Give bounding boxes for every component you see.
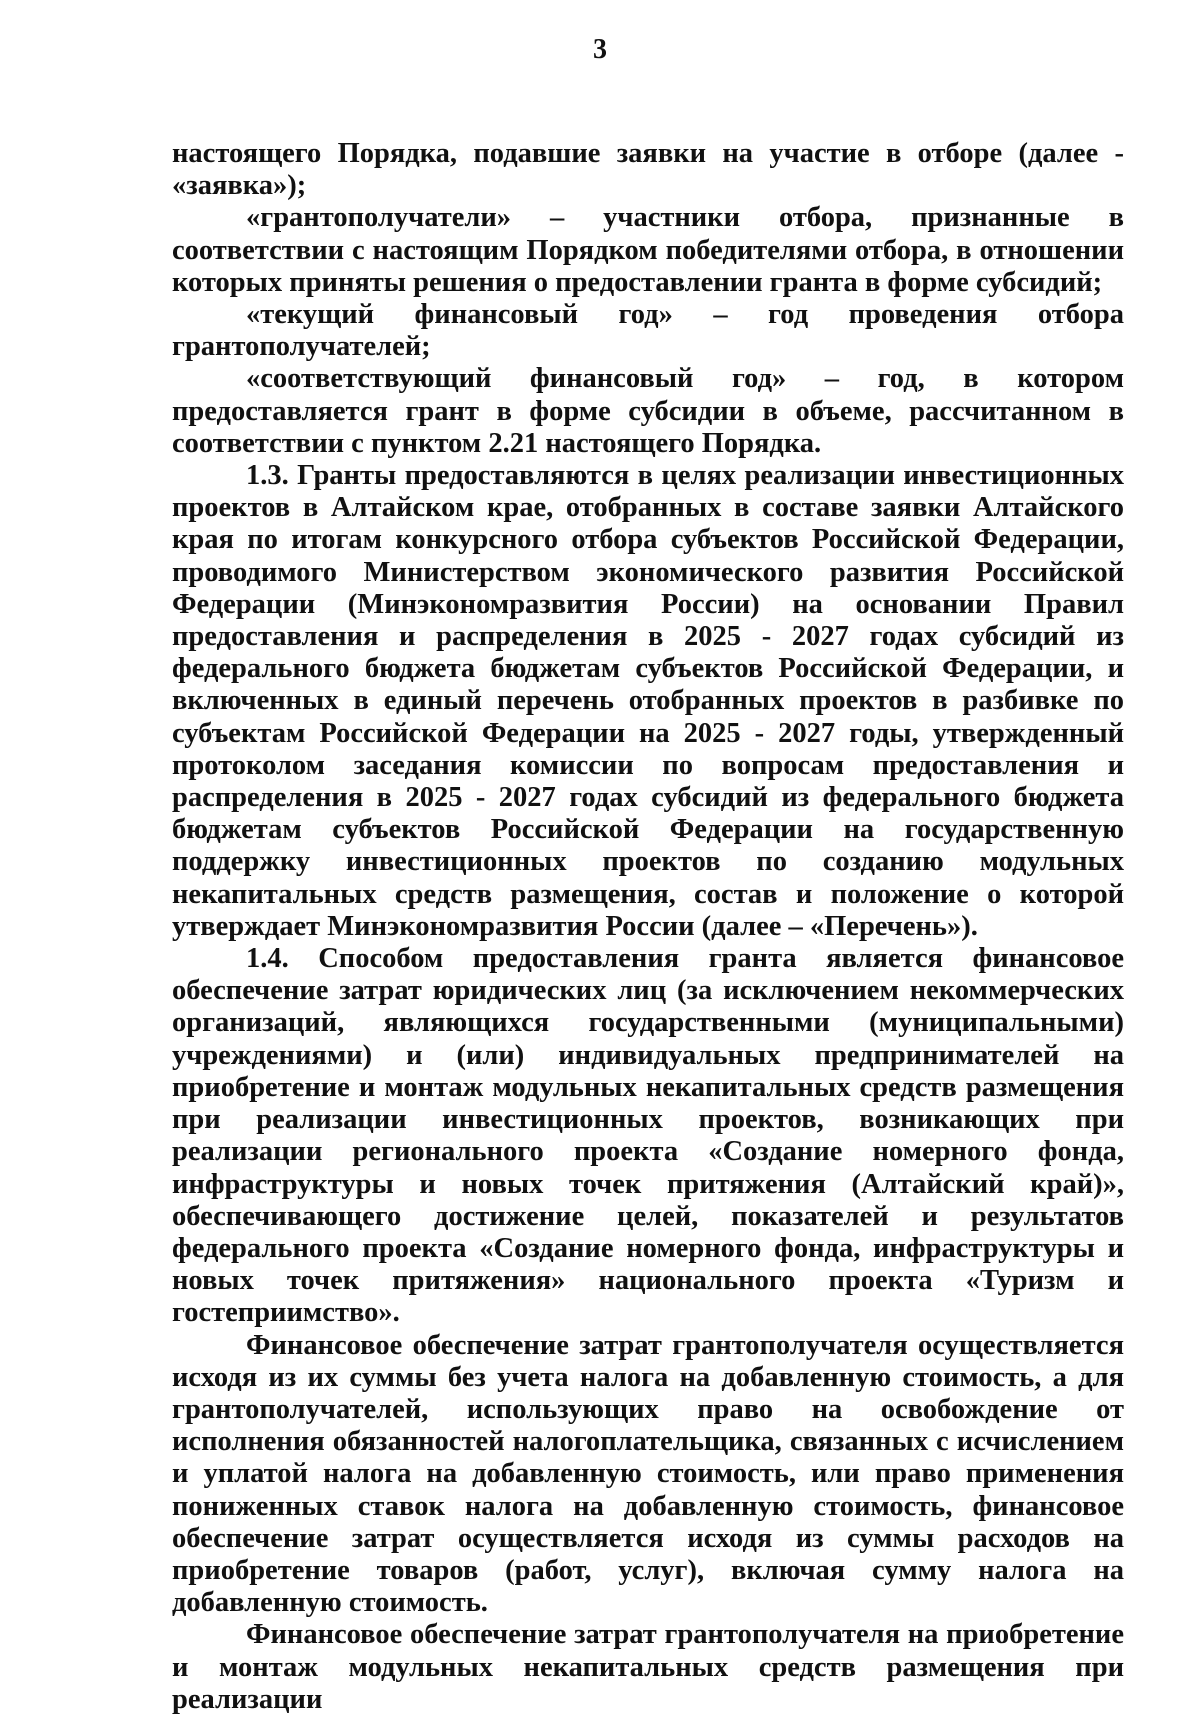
paragraph-financing-modular: Финансовое обеспечение затрат грантополучателя на приобретение и монтаж модульных некапитальных средств размещения при реализации — [172, 1619, 1124, 1715]
paragraph-clause-1-4: 1.4. Способом предоставления гранта является финансовое обеспечение затрат юридических лиц (за исключением некоммерческих организаций, являющихся государственными (муниципальными) учреждениями) и (или) индивидуальных предпринимателей на приобретение и монтаж модульных некапитальных средств размещения при реализации инвестиционных проектов, возникающих при реализации регионального проекта «Создание номерного фонда, инфраструктуры и новых точек притяжения (Алтайский край)», обеспечивающего достижение целей, показателей и результатов федерального проекта «Создание номерного фонда, инфраструктуры и новых точек притяжения» национального проекта «Туризм и гостеприимство». — [172, 943, 1124, 1329]
paragraph-financing-vat: Финансовое обеспечение затрат грантополучателя осуществляется исходя из их суммы без учета налога на добавленную стоимость, а для грантополучателей, использующих право на освобождение от исполнения обязанностей налогоплательщика, связанных с исчислением и уплатой налога на добавленную стоимость, или право применения пониженных ставок налога на добавленную стоимость, финансовое обеспечение затрат осуществляется исходя из суммы расходов на приобретение товаров (работ, услуг), включая сумму налога на добавленную стоимость. — [172, 1329, 1124, 1619]
paragraph-definition-current-year: «текущий финансовый год» – год проведения отбора грантополучателей; — [172, 299, 1124, 363]
paragraph-continuation: настоящего Порядка, подавшие заявки на участие в отборе (далее - «заявка»); — [172, 138, 1124, 202]
paragraph-definition-grant-recipients: «грантополучатели» – участники отбора, признанные в соответствии с настоящим Порядком победителями отбора, в отношении которых приняты решения о предоставлении гранта в форме субсидий; — [172, 202, 1124, 298]
page-number: 3 — [593, 34, 607, 65]
paragraph-clause-1-3: 1.3. Гранты предоставляются в целях реализации инвестиционных проектов в Алтайском крае, отобранных в составе заявки Алтайского края по итогам конкурсного отбора субъектов Российской Федерации, проводимого Министерством экономического развития Российской Федерации (Минэкономразвития России) на основании Правил предоставления и распределения в 2025 - 2027 годах субсидий из федерального бюджета бюджетам субъектов Российской Федерации, и включенных в единый перечень отобранных проектов в разбивке по субъектам Российской Федерации на 2025 - 2027 годы, утвержденный протоколом заседания комиссии по вопросам предоставления и распределения в 2025 - 2027 годах субсидий из федерального бюджета бюджетам субъектов Российской Федерации на государственную поддержку инвестиционных проектов по созданию модульных некапитальных средств размещения, состав и положение о которой утверждает Минэкономразвития России (далее – «Перечень»). — [172, 460, 1124, 942]
document-body — [172, 138, 1124, 1716]
paragraph-definition-corresponding-year: «соответствующий финансовый год» – год, в котором предоставляется грант в форме субсидии в объеме, рассчитанном в соответствии с пунктом 2.21 настоящего Порядка. — [172, 363, 1124, 459]
